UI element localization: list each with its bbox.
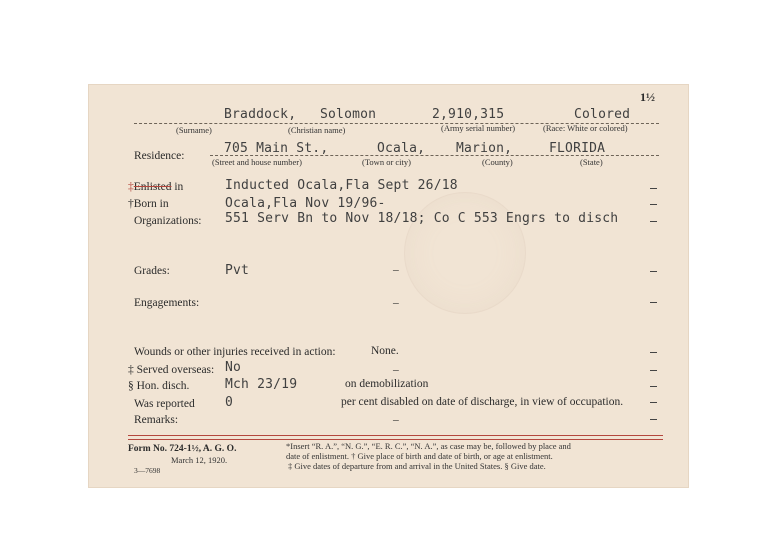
caption-surname: (Surname): [176, 125, 212, 135]
remarks-mid-dash: –: [393, 414, 399, 426]
caption-serial: (Army serial number): [441, 123, 516, 133]
caption-race: (Race: White or colored): [543, 123, 628, 133]
christian-name-value: Solomon: [320, 107, 377, 122]
footer-red-rule-1: [128, 435, 663, 436]
hon-disch-value: Mch 23/19: [225, 377, 298, 392]
engagements-dash: [650, 302, 657, 303]
remarks-dash: [650, 419, 657, 420]
residence-label: Residence:: [134, 150, 185, 162]
form-number: Form No. 724-1½, A. G. O.: [128, 444, 237, 454]
was-reported-value: 0: [225, 395, 234, 410]
enlisted-dash: [650, 188, 657, 189]
caption-town: (Town or city): [362, 157, 411, 167]
town-value: Ocala,: [377, 141, 426, 156]
served-overseas-label: ‡ Served overseas:: [128, 364, 215, 376]
grades-value: Pvt: [225, 263, 250, 278]
organizations-dash: [650, 221, 657, 222]
race-value: Colored: [574, 107, 631, 122]
was-reported-dash: [650, 402, 657, 403]
organizations-value: 551 Serv Bn to Nov 18/18; Co C 553 Engrs to disch: [225, 211, 619, 226]
born-dash: [650, 204, 657, 205]
hon-disch-label: § Hon. disch.: [128, 380, 190, 392]
was-reported-tail: per cent disabled on date of discharge, in view of occupation.: [341, 396, 624, 408]
enlisted-struck-word: Enlisted: [133, 181, 172, 193]
enlisted-mark: ‡: [128, 181, 134, 193]
organizations-label: Organizations:: [134, 215, 202, 227]
caption-state: (State): [580, 157, 603, 167]
born-value: Ocala,Fla Nov 19/96-: [225, 196, 386, 211]
footer-note-1: *Insert “R. A.”, “N. G.”, “E. R. C.”, “N. A.”, as case may be, followed by place and: [286, 441, 571, 451]
surname-value: Braddock,: [224, 107, 297, 122]
grades-dash: [650, 271, 657, 272]
served-overseas-value: No: [225, 360, 242, 375]
enlisted-label-rest: in: [171, 181, 184, 193]
was-reported-label: Was reported: [134, 398, 195, 410]
footer-note-2: date of enlistment. † Give place of birth and date of birth, or age at enlistment.: [286, 451, 553, 461]
enlisted-value: Inducted Ocala,Fla Sept 26/18: [225, 178, 458, 193]
form-date: March 12, 1920.: [171, 455, 228, 465]
born-label: †Born in: [128, 198, 169, 210]
hon-disch-dash: [650, 386, 657, 387]
caption-christian-name: (Christian name): [288, 125, 346, 135]
enlisted-label: [128, 181, 183, 193]
serial-number-value: 2,910,315: [432, 107, 505, 122]
state-value: FLORIDA: [549, 141, 606, 156]
county-value: Marion,: [456, 141, 513, 156]
wounds-label: Wounds or other injuries received in action:: [134, 346, 336, 358]
wounds-dash: [650, 352, 657, 353]
caption-county: (County): [482, 157, 513, 167]
grades-label: Grades:: [134, 265, 170, 277]
residence-line: [210, 155, 659, 156]
grades-mid-dash: –: [393, 264, 399, 276]
served-overseas-dash: [650, 370, 657, 371]
caption-street: (Street and house number): [212, 157, 302, 167]
served-overseas-mid-dash: –: [393, 364, 399, 376]
corner-mark: 1½: [640, 90, 655, 104]
hon-disch-tail: on demobilization: [345, 378, 429, 390]
engagements-mid-dash: –: [393, 297, 399, 309]
street-value: 705 Main St.,: [224, 141, 329, 156]
form-code: 3—7698: [134, 466, 161, 475]
footer-red-rule-2: [128, 439, 663, 440]
record-card: [88, 84, 689, 488]
wounds-value: None.: [371, 345, 399, 357]
footer-note-3: ‡ Give dates of departure from and arrival in the United States. § Give date.: [288, 461, 546, 471]
engagements-label: Engagements:: [134, 297, 200, 309]
remarks-label: Remarks:: [134, 414, 179, 426]
